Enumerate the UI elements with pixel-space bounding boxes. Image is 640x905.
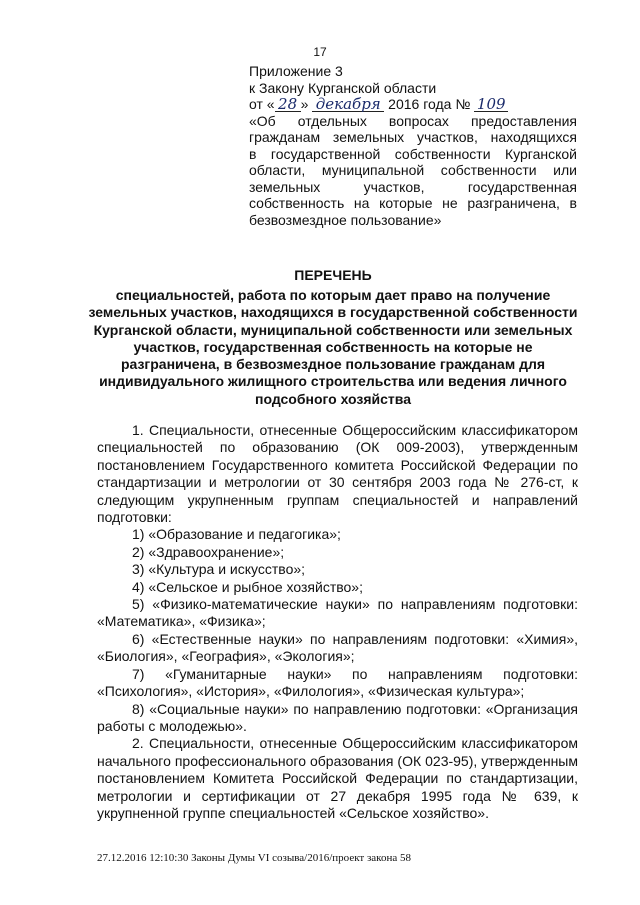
- list-item: 2) «Здравоохранение»;: [132, 543, 285, 560]
- section-2-paragraph: 2. Специальности, отнесенные Общероссийским классификатором начального профессионального образования (ОК 023-95), утвержденным постановлением Комитета Российской Федерации по стандартизации, метрологии и сертификации от 27 декабря 1995 года № 639, к укрупненной группе специальностей «Сельское хозяйство».: [97, 735, 578, 821]
- document-footer: 27.12.2016 12:10:30 Законы Думы VI созыва/2016/проект закона 58: [97, 852, 411, 864]
- law-number-handwritten: 109: [474, 97, 508, 112]
- list-item: 4) «Сельское и рыбное хозяйство»;: [132, 578, 363, 595]
- document-body: [97, 422, 578, 822]
- date-prefix: от «: [249, 96, 275, 112]
- section-1-paragraph: 1. Специальности, отнесенные Общероссийским классификатором специальностей по образованию (ОК 009-2003), утвержденным постановлением Государственного комитета Российской Федерации по стандартизации и метрологии от 30 сентября 2003 года № 276-ст, к следующим укрупненным группам специальностей и направлений подготовки:: [97, 422, 578, 526]
- appendix-date-line: [249, 96, 577, 113]
- law-title-line: в государственной собственности Курганской: [249, 145, 577, 162]
- list-item: 1) «Образование и педагогика»;: [132, 526, 341, 543]
- list-item: 3) «Культура и искусство»;: [132, 561, 306, 578]
- list-item: 6) «Естественные науки» по направлениям подготовки: «Химия», «Биология», «География», «Экология»;: [97, 630, 578, 665]
- law-title-line: собственность на которые не разграничена, в: [249, 195, 577, 211]
- date-year: 2016 года №: [388, 96, 471, 112]
- law-title-line: земельных участков, государственная: [249, 178, 577, 195]
- date-day-handwritten: 28: [275, 97, 301, 112]
- date-month-handwritten: декабря: [312, 97, 384, 112]
- page-number: 17: [313, 45, 327, 59]
- law-title-line: «Об отдельных вопросах предоставления: [249, 112, 577, 129]
- law-title-line: области, муниципальной собственности или: [249, 162, 577, 178]
- law-title-line: безвозмездное пользование»: [249, 211, 442, 228]
- appendix-label: Приложение 3: [249, 63, 343, 79]
- appendix-header: [249, 63, 577, 228]
- list-item: 7) «Гуманитарные науки» по направлениям подготовки: «Психология», «История», «Филология», «Физическая культура»;: [97, 665, 578, 700]
- document-title: ПЕРЕЧЕНЬ: [294, 267, 372, 283]
- list-item: 5) «Физико-математические науки» по направлениям подготовки: «Математика», «Физика»;: [97, 596, 578, 630]
- document-subtitle: специальностей, работа по которым дает право на получение земельных участков, находящихся в государственной собственности Курганской области, муниципальной собственности или земельных участков, государственная собственность на которые не разграничена, в безвозмездное пользование гражданам для индивидуального жилищного строительства или ведения личного подсобного хозяйства: [88, 287, 578, 407]
- appendix-law-reference: к Закону Курганской области: [249, 79, 437, 96]
- list-item: 8) «Социальные науки» по направлению подготовки: «Организация работы с молодежью».: [97, 700, 578, 734]
- law-title-line: гражданам земельных участков, находящихся: [249, 129, 577, 145]
- date-mid: »: [300, 96, 309, 112]
